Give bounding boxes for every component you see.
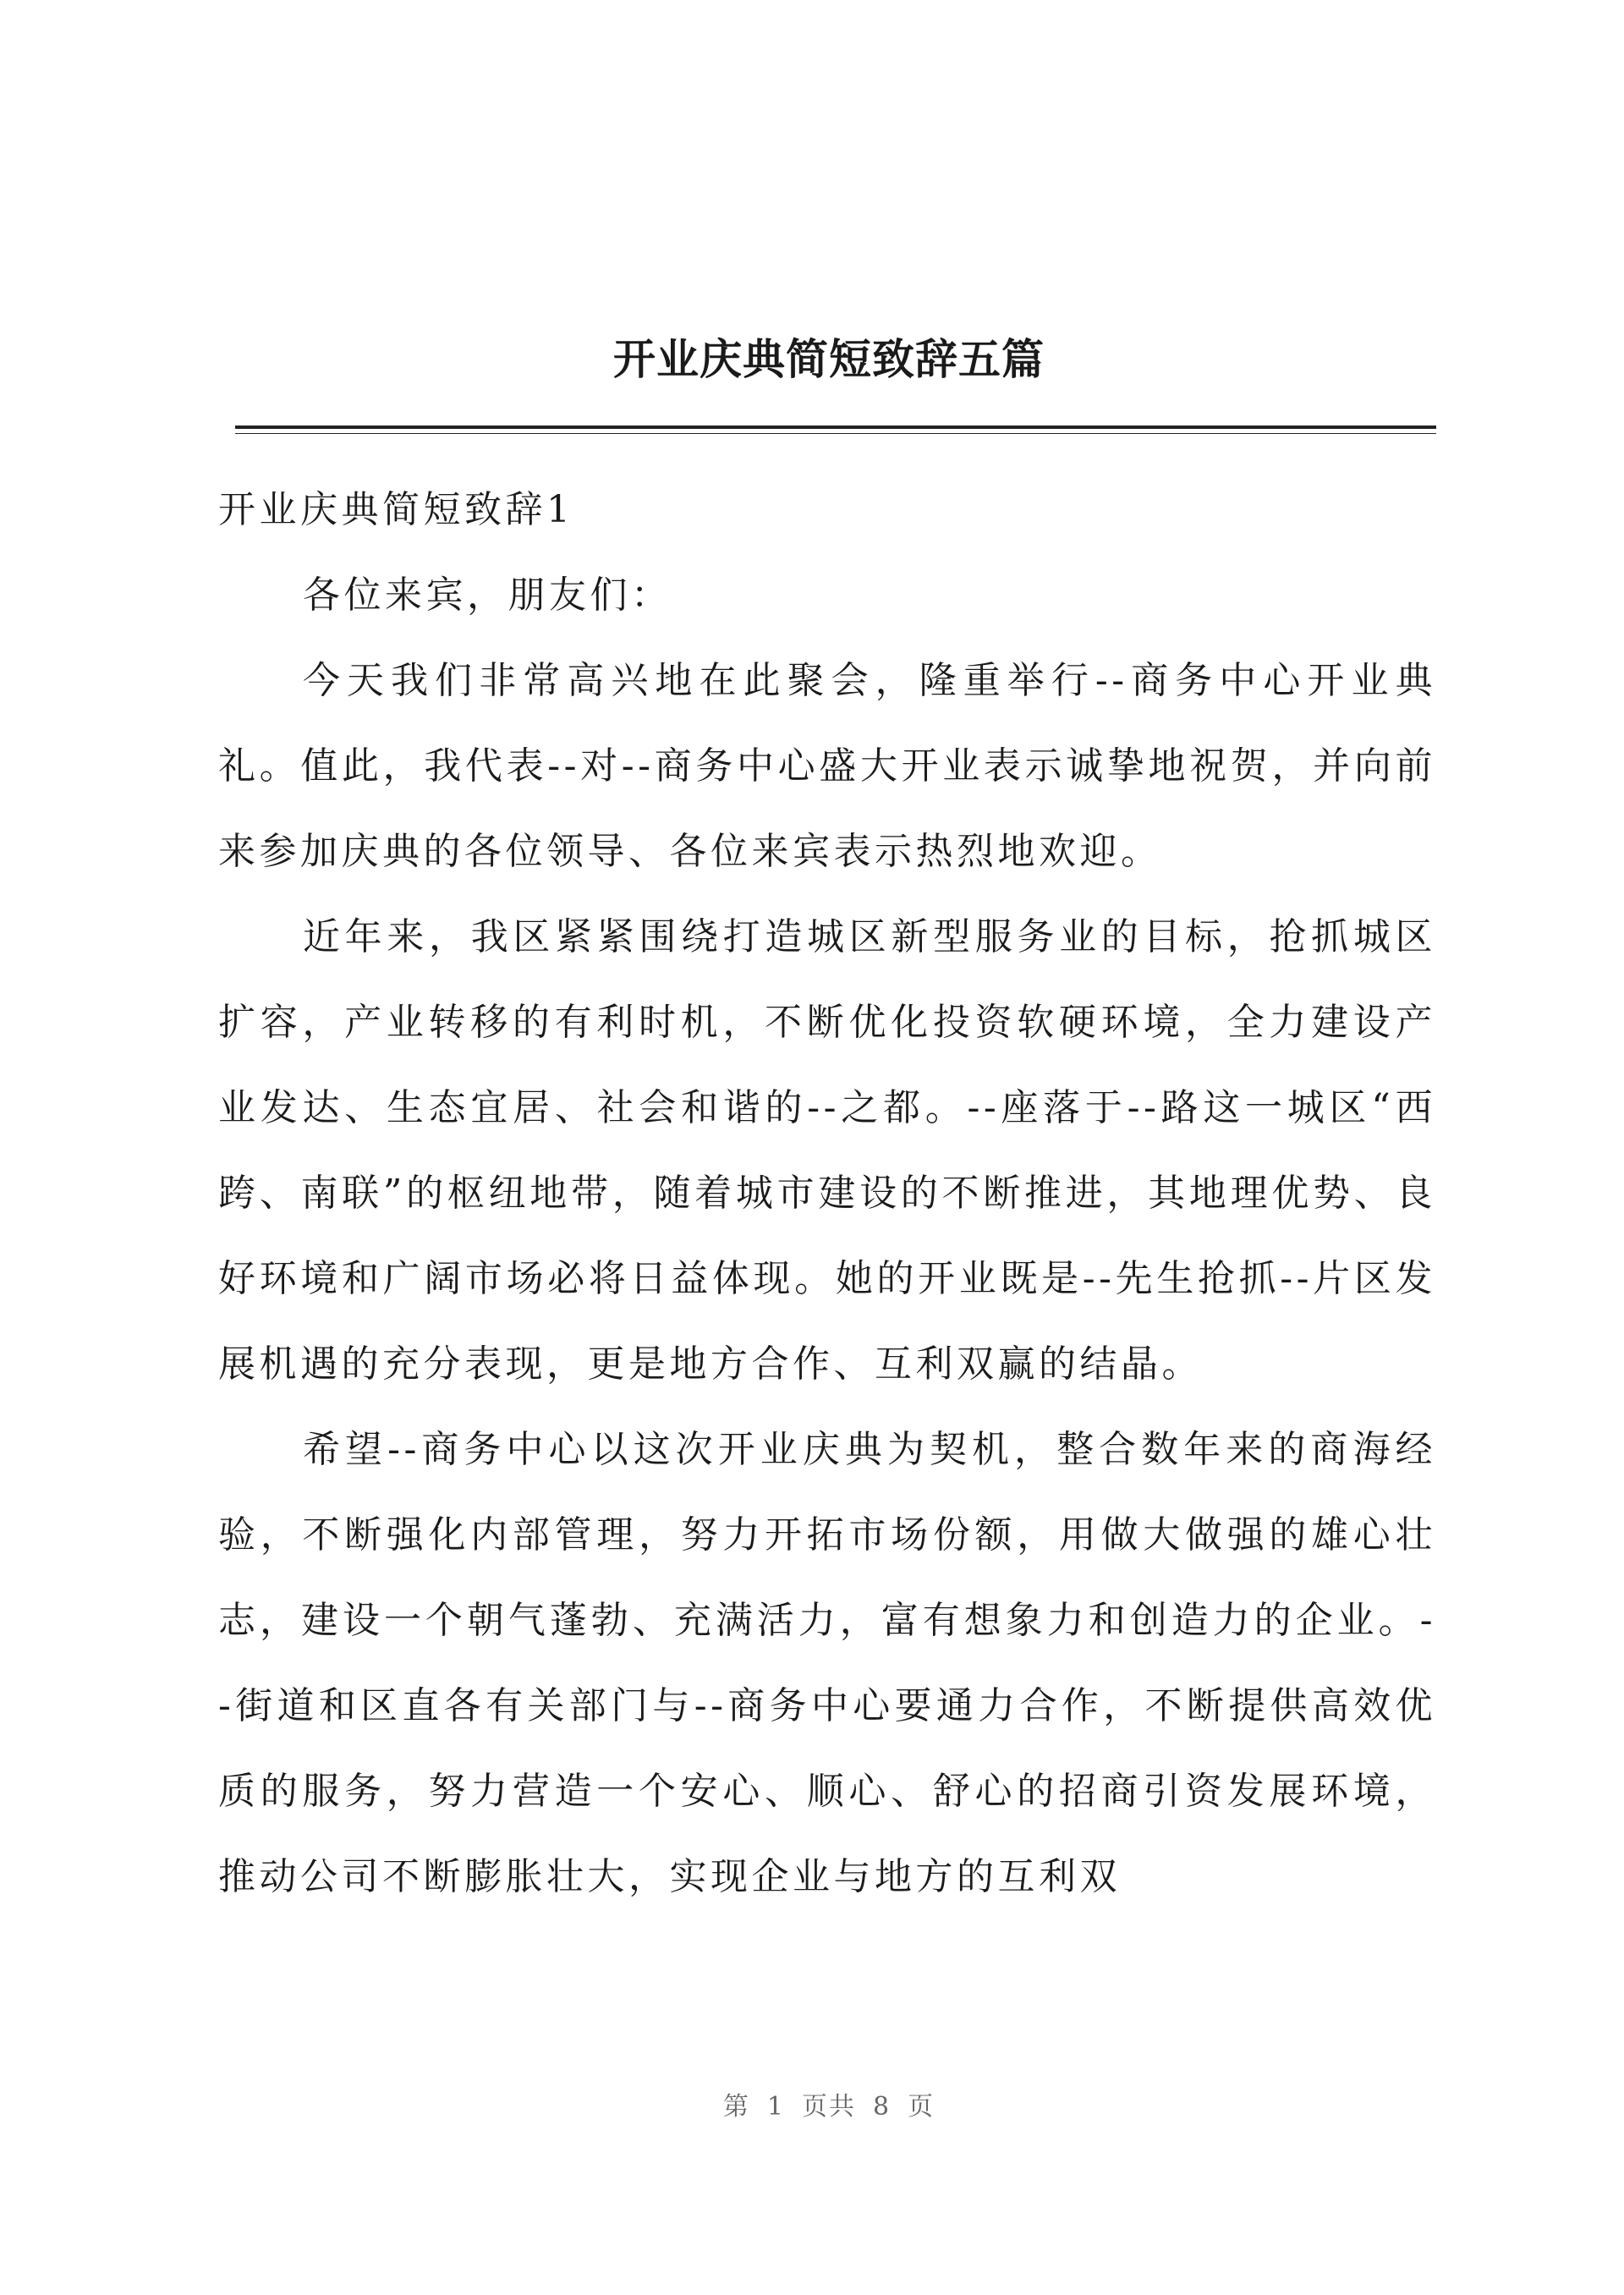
section-heading: 开业庆典简短致辞1 [218, 488, 574, 531]
footer-total-pages: 8 [873, 2092, 892, 2122]
salutation-paragraph: 各位来宾，朋友们： [303, 574, 672, 617]
footer-middle: 页共 [802, 2092, 856, 2122]
document-title: 开业庆典简短致辞五篇 [613, 334, 1045, 384]
body-paragraph: 希望--商务中心以这次开业庆典为契机，整合数年来的商海经验，不断强化内部管理，努力开拓市场份额，用做大做强的雄心壮志，建设一个朝气蓬勃、充满活力，富有想象力和创造力的企业。--街道和区直各有关部门与--商务中心要通力合作，不断提供高效优质的服务，努力营造一个安心、顺心、舒心的招商引资发展环境，推动公司不断膨胀壮大，实现企业与地方的互利双 [218, 1428, 1436, 1898]
title-rule-thick [235, 426, 1436, 429]
footer-prefix: 第 [722, 2092, 750, 2122]
title-rule-thin [235, 433, 1436, 434]
page-footer [0, 2085, 1624, 2122]
body-paragraph: 今天我们非常高兴地在此聚会，隆重举行--商务中心开业典礼。值此，我代表--对--商务中心盛大开业表示诚挚地祝贺，并向前来参加庆典的各位领导、各位来宾表示热烈地欢迎。 [218, 659, 1436, 873]
footer-current-page: 1 [766, 2092, 785, 2122]
footer-suffix: 页 [908, 2092, 935, 2122]
body-paragraph: 近年来，我区紧紧围绕打造城区新型服务业的目标，抢抓城区扩容，产业转移的有利时机，不断优化投资软硬环境，全力建设产业发达、生态宜居、社会和谐的--之都。--座落于--路这一城区“西跨、南联”的枢纽地带，随着城市建设的不断推进，其地理优势、良好环境和广阔市场必将日益体现。她的开业既是--先生抢抓--片区发展机遇的充分表现，更是地方合作、互利双赢的结晶。 [218, 915, 1436, 1386]
document-body [218, 467, 1436, 1919]
